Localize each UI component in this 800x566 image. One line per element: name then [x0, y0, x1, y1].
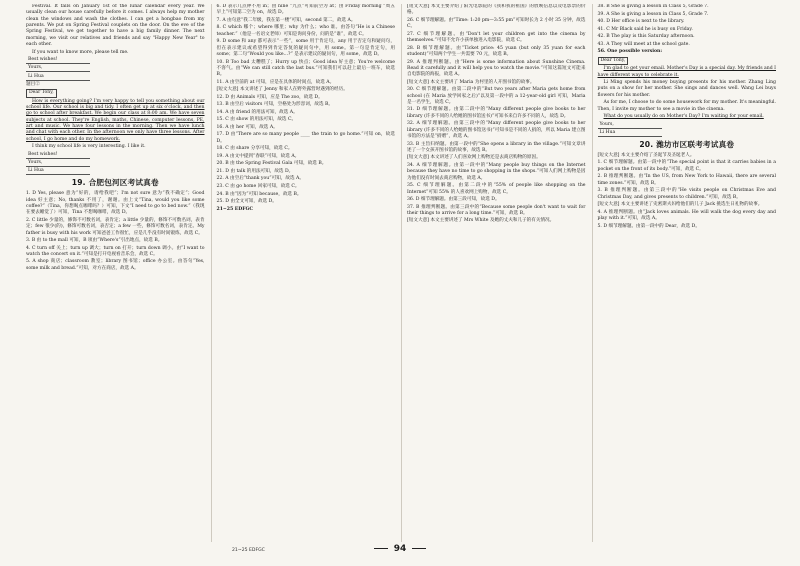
answer-item: 26. C 细节理解题。由“Time: 1:20 pm—3:55 pm”可知时长为 2 小时 35 分钟，故选 C。: [407, 17, 586, 30]
letter-end: I think my school life is very interesting. I like it.: [32, 144, 146, 150]
answer-item: 28. B 细节理解题。由“Ticket price: 45 yuan (but only 35 yuan for each student)”可知两个学生一共需要 70 元，故选 B。: [407, 45, 586, 57]
closing-line: Best wishes!: [26, 152, 205, 159]
answer-item: 27. C 细节理解题。由“Don't let your children get into the cinema by themselves.”可知不允许小孩单独进入电影院，故选 C。: [407, 31, 586, 44]
greeting: Dear Tony,: [26, 89, 205, 97]
answer-item: 18. C 由 share 分享可知，故选 C。: [216, 146, 293, 152]
closing-line: Best wishes!: [26, 57, 205, 64]
answer-item: 41. C Mr Black said he is busy on Friday.: [597, 26, 693, 32]
answer-item: 21. D 由 talk 的用法可知，故选 D。: [216, 168, 294, 174]
letter-body: How is everything going? I'm very happy to tell you something about our school life. Our school is big and tidy. I often get up at six o'clock, and then go to school after breakfast. We begin our class at 8:00 am. We have seven subjects at school. They're English, maths, Chinese, computer lessons, PE, art and music. We have four lessons in the morning. Then we have lunch and chat with each other. In the afternoon we only have three lessons. After school, I go home and do my homework.: [26, 98, 205, 142]
answer-item: 35. C 细节理解题。由第二段中的“55% of people like shopping on the Internet”可知 55% 的人喜欢网上购物，故选 C。: [407, 183, 586, 195]
answer-item: 1. D Yes, please 意为“好的，请给我吧”；I'm not sure 意为“我不确定”；Good idea 好主意；No, thanks 不用了，谢谢。由上文“Tina, would you like some coffee?”（Tina，你想喝点咖啡吗？）可知，下文“I need to go to bed now.”（我现在要去睡觉了）可知，Tina 不想喝咖啡，故选 D。: [26, 191, 205, 216]
answer-item: 34. A 细节理解题。由第一段中的“Many people buy things on the Internet because they have no time to go shopping in the shops.”可知人们网上购物是因为他们没有时间去商店购物，故选 A。: [407, 162, 586, 181]
closing-yours: Yours,: [598, 122, 777, 129]
closing-yours: Yours,: [26, 65, 205, 72]
answer-item: 29. A 推理判断题。由“Here is some information about Sunshine Cinema. Read it carefully and it will help you to watch the movie.”可知这篇短文可能来自电影院的海报，故选 A。: [407, 59, 586, 78]
letter-opening: I'm glad to get your email. Mother's Day is a special day. My friends and I have different ways to celebrate it.: [597, 66, 776, 78]
answer-item: 6. D 表示几点钟不用 in；由 nine “九点”可知前空为 at；由 Friday morning “周五早上”可知第二空为 on，故选 D。: [216, 4, 395, 16]
section-title: 19. 合肥包河区考试真卷: [71, 178, 159, 188]
answer-item: 8. C which 哪个；where 哪里；why 为什么；who 谁。由答句“He is a Chinese teacher.”（他是一名语文老师）可知是询问身份，问的是“谁”，故选 C。: [216, 25, 395, 37]
answer-key-page: [26, 4, 776, 542]
answer-item: 9. D some 和 any 都可表示“一些”，some 用于肯定句，any 用于否定句和疑问句，但在表示建议或希望得到肯定答复的疑问句中，用 some。第一句是肯定句，用 some；第二句“Would you like...?” 是表示建议的疑问句，用 some，故选 D。: [216, 39, 395, 57]
answer-item: 19. A 由文中提到“春联”可知，故选 A。: [216, 153, 300, 159]
answer-item: 4. C turn off 关上；turn up 调大；turn on 打开；turn down 调小。由“I want to watch the concert on it.”可知是打开电视看音乐会，故选 C。: [26, 245, 205, 257]
answer-item: 3. B 由 to the mall 可知，B 项由“Where's”引出地点，故选 B。: [26, 238, 163, 244]
letter-body: As for me, I choose to do some housework for my mother. It's meaningful. Then, I invite my mother to see a movie in the cinema.: [597, 100, 776, 112]
answer-item: 20. B 由 the Spring Festival Gala 可知，故选 B。: [216, 161, 327, 167]
greeting: Dear Tony,: [598, 57, 777, 65]
answer-item: 33. B 主旨归纳题。由第一段中的“She opens a library in the village.”可知文章讲述了一个女孩开图书馆的故事，故选 B。: [407, 141, 586, 153]
closing-yours: Yours,: [26, 160, 205, 167]
letter-question: What do you usually do on Mother's Day? I'm waiting for your email.: [603, 114, 764, 120]
column-2: [211, 4, 396, 542]
answer-item: 5. A shop 商店；classroom 教室；library 图书馆；office 办公室。由答句“Yes, some milk and bread.”可知，对方在商店，故选 A。: [26, 259, 205, 271]
answer-item: 37. B 推理判断题。由第三段中的“Because some people don't want to wait for their things to arrive for a long time.”可知，故选 B。: [407, 204, 586, 216]
alt-label: 题目②: [26, 81, 40, 87]
answer-item: 3. B 推理判断题。由第三段中的“He visits people on Christmas Eve and Christmas Day, and gives presents to children.”可知，故选 B。: [597, 188, 776, 200]
answer-item: 7. A 由句意“我二年级，我在第一楼”可知，second 第二，故选 A。: [216, 17, 356, 23]
answer-item: 32. A 细节理解题。由第三段中的“Many different people give books to her library (许多不同的人给她的图书馆送书)”可知书是不同的人捐的，所以 Maria 建立图书馆的方法是“捐赠”，故选 A。: [407, 121, 586, 140]
answer-item: 39. A She is giving a lesson in Class 5, Grade 7.: [597, 11, 709, 17]
answer-item: 17. D 由“There are so many people ____ the train to go home.”可知 on，故选 D。: [216, 132, 395, 144]
passage-summary: [短文大意] 本文讲述了 Jenny 和家人在野外露营时遇到的经历。: [216, 87, 348, 93]
passage-summary: [短文大意] 本文主要讲述了 Mrs White 及她的丈夫和儿子的有关情况。: [407, 218, 555, 224]
answer-item: 40. D Her office is next to the library.: [597, 19, 685, 25]
answer-item: 12. D 由 Animals 可知，应是 The zoo，故选 D。: [216, 94, 323, 100]
essay-paragraph: Festival. It falls on January 1st of the lunar calendar every year. We usually clean our house carefully before it comes. I always help my mother clean the windows and wash the clothes. I can get a hongbao from my parents. We put on Spring Festival couplets on the door. On the eve of the Spring Festival, we get together to have a big family dinner. The next morning, we visit our relatives and friends and say "Happy New Year" to each other.: [26, 4, 205, 48]
passage-summary: [短文大意] 本文主要介绍了阳光电影院的《我和我的祖国》的放映信息以及电影票的价格。: [407, 4, 586, 16]
essay-paragraph: If you want to know more, please tell me.: [32, 49, 129, 55]
answer-item: 30. C 细节理解题。由第二段中的“But two years after Maria gets home from school (在 Maria 放学回家之后)”以及第一段中的 a 12-year-old girl 可知，Maria 是一名学生，故选 C。: [407, 87, 586, 105]
answer-item: 13. B 由空后 visitors 可知，空格处为形容词，故选 B。: [216, 102, 334, 108]
answer-item: 2. B 推理判断题。由“In the US, from New York to Hawaii, there are several time zones.”可知，故选 B。: [597, 174, 776, 186]
answer-item: 5. D 细节理解题。由第一段中的 Dear，故选 D。: [597, 223, 700, 229]
column-1: [26, 4, 205, 542]
passage-summary: [短文大意] 本文主要讲了 Maria 为村里的人开图书馆的故事。: [407, 79, 535, 85]
answer-item: 2. C little 少量的，修饰不可数名词，表肯定；a little 少量的，修饰不可数名词，表肯定；few 很少(的)，修饰可数名词，表否定；a few 一些，修饰可数名词，表肯定。My father is busy with his work 可知爸爸工作很忙，应是几乎没有时间锻炼，故选 C。: [26, 217, 205, 236]
answer-item: 4. A 推理判断题。由“Jack loves animals. He will walk the dog every day and play with it.”可知，故选 A。: [597, 209, 776, 221]
answer-item: 25. D 由全文可知，故选 D。: [216, 199, 277, 205]
answer-item: 43. A They will meet at the school gate.: [597, 41, 690, 47]
letter-body: Li Ming spends his money buying presents for his mother. Zhang Ling puts on a show for her mother. She sings and dances well. Wang Lei buys flowers for his mother.: [597, 80, 776, 98]
page-number-dash-left: [374, 548, 388, 549]
passage-summary: [短文大意] 本文讲述了人们喜欢网上购物还是去商店购物的原因。: [407, 155, 541, 161]
column-3: [401, 4, 586, 542]
answer-item: 11. A 由空前的 at 可知，应是在具体的时间点，故选 A。: [216, 79, 335, 85]
answer-item: 1. C 细节理解题。由第一段中的“The special point is that it carries babies in a pocket on the front of its body.”可知，故选 C。: [597, 160, 776, 172]
signature: Li Hua: [26, 74, 205, 81]
passage-summary: [短文大意] 本文主要介绍了圣诞节及圣诞老人。: [597, 152, 695, 158]
answer-item: 24. B 由“因为”可知 because，故选 B。: [216, 191, 302, 197]
passage-summary: [短文大意] 本文主要讲述了史密斯夫妇给他们的儿子 Jack 挑选生日礼物的故事。: [597, 202, 763, 208]
column-4: [592, 4, 777, 542]
signature: Li Hua: [26, 168, 205, 175]
page-number: [0, 544, 800, 554]
answer-item: 22. A 由空后“thank you”可知，故选 A。: [216, 176, 304, 182]
answer-item: 16. A 由 her 可知，故选 A。: [216, 124, 278, 130]
answer-summary: 21~25 EDFGC: [216, 206, 254, 212]
footer-tag: 21~25 EDFGC: [232, 548, 265, 553]
section-title: 20. 潍坊市区联考考试真卷: [639, 139, 735, 149]
answer-item: 23. C 由 go home 回家可知，故选 C。: [216, 183, 300, 189]
answer-item: 36. D 细节理解题。由第三段可知，故选 D。: [407, 197, 500, 203]
answer-item: 42. B The play is this Saturday afternoon.: [597, 34, 695, 40]
page-number-dash-right: [412, 548, 426, 549]
answer-item: 14. A 由 friend 的用法可知，故选 A。: [216, 109, 298, 115]
writing-heading: 56. One possible version:: [597, 49, 663, 55]
answer-item: 15. C 由 show 的用法可知，故选 C。: [216, 117, 297, 123]
answer-item: 38. B She is giving a lesson in Class 5, Grade 7.: [597, 4, 709, 9]
signature: Li Hua: [598, 130, 777, 137]
page-number-text: 94: [393, 544, 407, 554]
answer-item: 31. D 细节理解题。由第二段中的“Many different people give books to her library (许多不同的人给她的图书馆送书)”可知书来自许多不同的人，故选 D。: [407, 107, 586, 119]
answer-item: 10. B Too bad 太糟糕了；Hurry up 快点；Good idea 好主意；You're welcome 不客气。由“We can still catch the last bus.”可知我们可以赶上最后一班车，故选 B。: [216, 59, 395, 78]
